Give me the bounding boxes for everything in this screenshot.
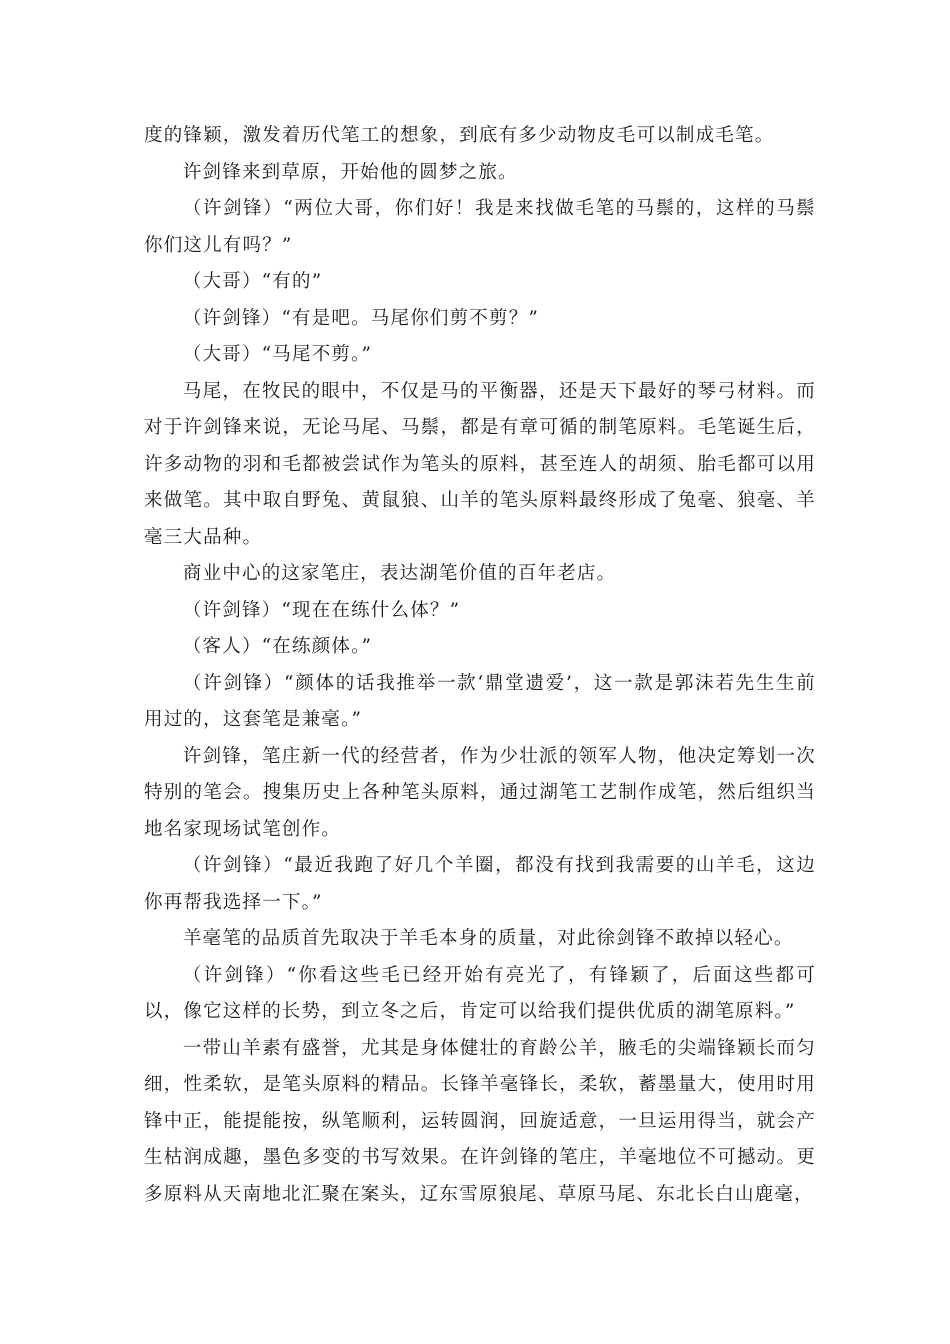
dialogue-line: （大哥）“有的” (182, 271, 323, 292)
paragraph: 羊毫笔的品质首先取决于羊毛本身的质量，对此徐剑锋不敢掉以轻心。 (182, 928, 794, 949)
dialogue-line: （客人）“在练颜体。” (182, 636, 373, 657)
paragraph: 许剑锋，笔庄新一代的经营者，作为少壮派的领军人物，他决定筹划一次特别的笔会。搜集历史上各种笔头原料，通过湖笔工艺制作成笔，然后组织当地名家现场试笔创作。 (144, 745, 816, 840)
dialogue-line: （许剑锋）“两位大哥，你们好！我是来找做毛笔的马鬃的，这样的马鬃你们这儿有吗？” (144, 198, 816, 256)
paragraph: 一带山羊素有盛誉，尤其是身体健壮的育龄公羊，腋毛的尖端锋颖长而匀细，性柔软，是笔头原料的精品。长锋羊毫锋长，柔软，蓄墨量大，使用时用锋中正，能提能按，纵笔顺利，运转圆润，回旋适意，一旦运用得当，就会产生枯润成趣，墨色多变的书写效果。在许剑锋的笔庄，羊毫地位不可撼动。更多原料从天南地北汇聚在案头，辽东雪原狼尾、草原马尾、东北长白山鹿毫， (144, 1037, 816, 1205)
dialogue-line: （许剑锋）“你看这些毛已经开始有亮光了，有锋颖了，后面这些都可以，像它这样的长势，到立冬之后，肯定可以给我们提供优质的湖笔原料。” (144, 964, 816, 1022)
paragraph: 马尾，在牧民的眼中，不仅是马的平衡器，还是天下最好的琴弓材料。而对于许剑锋来说，无论马尾、马鬃，都是有章可循的制笔原料。毛笔诞生后，许多动物的羽和毛都被尝试作为笔头的原料，甚至连人的胡须、胎毛都可以用来做笔。其中取自野兔、黄鼠狼、山羊的笔头原料最终形成了兔毫、狼毫、羊毫三大品种。 (144, 380, 816, 548)
article-body (144, 118, 816, 1213)
dialogue-line: （许剑锋）“有是吧。马尾你们剪不剪？” (182, 307, 540, 329)
paragraph: 度的锋颖，激发着历代笔工的想象，到底有多少动物皮毛可以制成毛笔。 (144, 125, 775, 146)
paragraph: 许剑锋来到草原，开始他的圆梦之旅。 (182, 161, 518, 183)
paragraph: 商业中心的这家笔庄，表达湖笔价值的百年老店。 (182, 563, 617, 584)
dialogue-line: （许剑锋）“颜体的话我推举一款‘鼎堂遗爱’，这一款是郭沫若先生生前用过的，这套笔是兼毫。” (144, 672, 816, 730)
dialogue-line: （大哥）“马尾不剪。” (182, 344, 373, 365)
dialogue-line: （许剑锋）“现在在练什么体？” (182, 599, 461, 621)
dialogue-line: （许剑锋）“最近我跑了好几个羊圈，都没有找到我需要的山羊毛，这边你再帮我选择一下。” (144, 855, 816, 913)
